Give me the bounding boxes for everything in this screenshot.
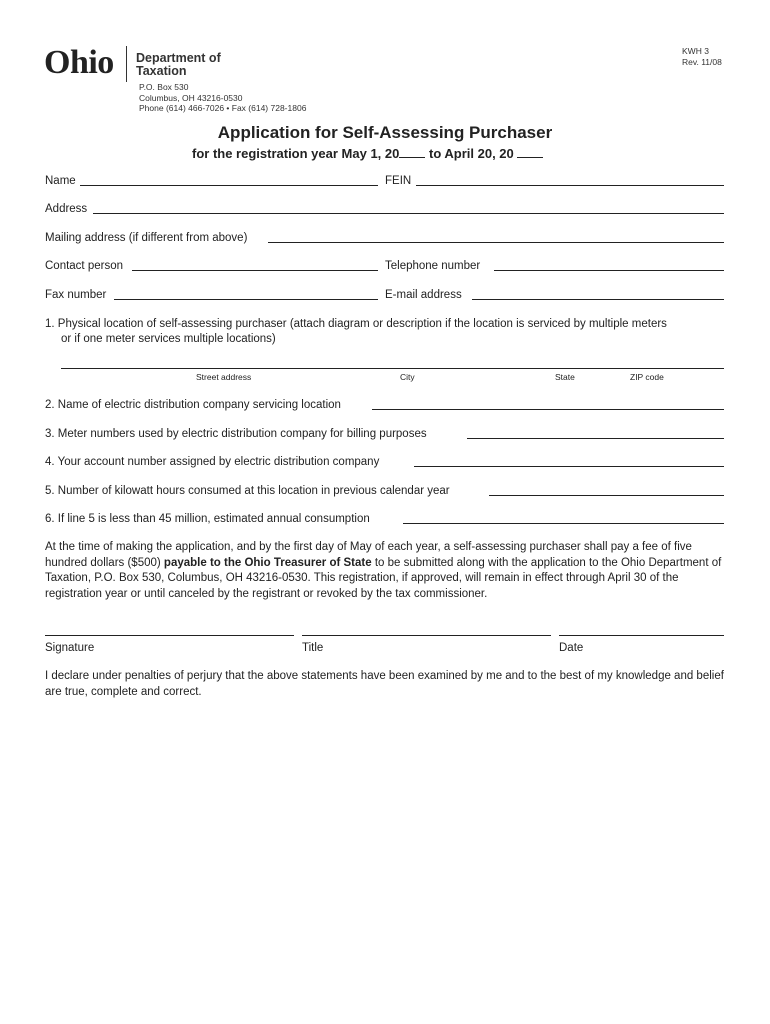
fee-notice — [45, 540, 727, 602]
question-6-field[interactable] — [403, 523, 724, 524]
question-2-label: 2. Name of electric distribution company servicing location — [45, 399, 341, 411]
street-address-caption: Street address — [196, 372, 252, 382]
email-field[interactable] — [472, 299, 724, 300]
fax-field[interactable] — [114, 299, 378, 300]
telephone-field[interactable] — [494, 270, 724, 271]
fee-notice-part-1: At the time of making the application, and by the first day of May of each year, a self-assessing purchaser shall pay a fee of five hundred dollars ($500) — [45, 541, 692, 569]
question-4-label: 4. Your account number assigned by electric distribution company — [45, 456, 380, 468]
question-6-label: 6. If line 5 is less than 45 million, estimated annual consumption — [45, 513, 370, 525]
form-title: Application for Self-Assessing Purchaser — [217, 123, 553, 142]
fein-label: FEIN — [385, 175, 412, 187]
form-subtitle — [192, 146, 543, 161]
name-label: Name — [45, 175, 76, 187]
contact-person-label: Contact person — [45, 260, 123, 272]
address-line-2: Columbus, OH 43216-0530 — [139, 92, 243, 103]
perjury-declaration: I declare under penalties of perjury that the above statements have been examined by me and to the best of my knowledge and belief are true, complete and correct. — [45, 670, 724, 698]
form-number: KWH 3 — [682, 46, 709, 56]
form-identifier — [682, 46, 722, 67]
address-label: Address — [45, 203, 88, 215]
address-line-1: P.O. Box 530 — [139, 82, 189, 92]
fax-label: Fax number — [45, 289, 107, 301]
physical-location-field[interactable] — [61, 368, 724, 369]
date-field[interactable] — [559, 635, 724, 636]
question-3-field[interactable] — [467, 438, 724, 439]
address-field[interactable] — [93, 213, 724, 214]
zip-code-caption: ZIP code — [630, 372, 664, 382]
fee-notice-part-2: to be submitted along with the application to the Ohio Department of Taxation, P.O. Box 530, Columbus, OH 43216-0530. This registration, if approved, will remain in effect through April 30 of the registration year or until canceled by the registrant or revoked by the tax commissioner. — [45, 556, 722, 600]
name-field[interactable] — [80, 185, 378, 186]
title-field[interactable] — [302, 635, 551, 636]
registration-year-start-field[interactable] — [399, 147, 425, 158]
subtitle-part-1: for the registration year May 1, 20 — [192, 146, 400, 161]
mailing-address-label: Mailing address (if different from above) — [45, 232, 248, 244]
department-address — [139, 82, 306, 114]
question-4-field[interactable] — [414, 466, 724, 467]
fein-field[interactable] — [416, 185, 724, 186]
email-label: E-mail address — [385, 289, 462, 301]
department-name — [136, 52, 221, 78]
question-3-label: 3. Meter numbers used by electric distribution company for billing purposes — [45, 428, 427, 440]
registration-year-end-field[interactable] — [517, 147, 543, 158]
question-5-label: 5. Number of kilowatt hours consumed at this location in previous calendar year — [45, 485, 450, 497]
subtitle-part-2: to April 20, 20 — [428, 146, 514, 161]
form-revision: Rev. 11/08 — [682, 56, 722, 67]
signature-label: Signature — [45, 642, 95, 654]
mailing-address-field[interactable] — [268, 242, 724, 243]
fee-notice-payee: payable to the Ohio Treasurer of State — [163, 556, 372, 569]
state-caption: State — [555, 372, 575, 382]
telephone-label: Telephone number — [385, 260, 481, 272]
contact-person-field[interactable] — [132, 270, 378, 271]
department-line-1: Department of — [136, 51, 221, 65]
signature-field[interactable] — [45, 635, 294, 636]
date-label: Date — [559, 642, 584, 654]
department-line-2: Taxation — [136, 64, 187, 78]
logo-divider — [126, 46, 127, 82]
address-line-3: Phone (614) 466-7026 • Fax (614) 728-1806 — [139, 103, 307, 114]
ohio-logo: Ohio — [44, 44, 114, 81]
city-caption: City — [400, 372, 415, 382]
question-1-line-2: or if one meter services multiple locations) — [61, 333, 276, 345]
question-2-field[interactable] — [372, 409, 724, 410]
question-1-line-1: 1. Physical location of self-assessing purchaser (attach diagram or description if the location is serviced by multiple meters — [45, 318, 667, 330]
question-5-field[interactable] — [489, 495, 724, 496]
title-label: Title — [302, 642, 324, 654]
